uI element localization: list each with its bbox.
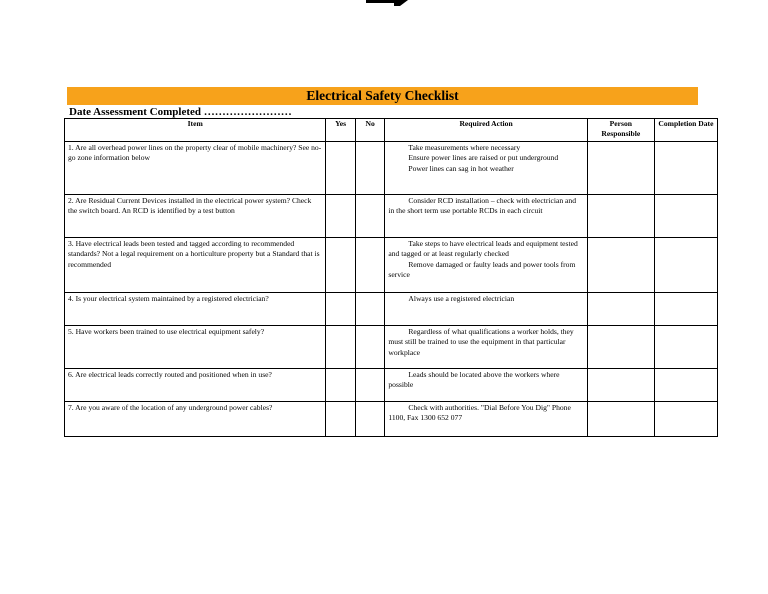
header-person-responsible: Person Responsible: [587, 119, 654, 142]
yes-cell[interactable]: [326, 293, 355, 326]
completion-date-cell[interactable]: [654, 293, 717, 326]
header-yes: Yes: [326, 119, 355, 142]
completion-date-cell[interactable]: [654, 142, 717, 195]
header-completion-date: Completion Date: [654, 119, 717, 142]
no-cell[interactable]: [355, 402, 384, 437]
table-row: [65, 195, 718, 238]
action-cell: [385, 326, 587, 369]
action-line: Leads should be located above the workers where possible: [388, 370, 560, 390]
item-cell: 7. Are you aware of the location of any underground power cables?: [65, 402, 326, 437]
action-line: Remove damaged or faulty leads and power tools from service: [388, 259, 576, 280]
item-cell: 1. Are all overhead power lines on the property clear of mobile machinery? See no-go zone information below: [65, 142, 326, 195]
person-responsible-cell[interactable]: [587, 142, 654, 195]
table-row: [65, 402, 718, 437]
action-cell: [385, 402, 587, 437]
action-line: Power lines can sag in hot weather: [408, 163, 514, 173]
table-row: [65, 238, 718, 293]
item-cell: 4. Is your electrical system maintained by a registered electrician?: [65, 293, 326, 326]
person-responsible-cell[interactable]: [587, 369, 654, 402]
checklist-title: Electrical Safety Checklist: [67, 87, 698, 105]
date-assessment-label: Date Assessment Completed ……………………: [69, 106, 292, 118]
person-responsible-cell[interactable]: [587, 238, 654, 293]
header-item: Item: [65, 119, 326, 142]
no-cell[interactable]: [355, 142, 384, 195]
header-no: No: [355, 119, 384, 142]
completion-date-cell[interactable]: [654, 326, 717, 369]
no-cell[interactable]: [355, 326, 384, 369]
person-responsible-cell[interactable]: [587, 326, 654, 369]
item-cell: 5. Have workers been trained to use electrical equipment safely?: [65, 326, 326, 369]
yes-cell[interactable]: [326, 369, 355, 402]
action-line: Consider RCD installation – check with electrician and in the short term use portable RCDs in each circuit: [388, 196, 577, 216]
action-line: Always use a registered electrician: [408, 294, 515, 303]
header-required-action: Required Action: [385, 119, 587, 142]
table-row: [65, 293, 718, 326]
table-row: [65, 326, 718, 369]
table-row: [65, 142, 718, 195]
item-cell: 3. Have electrical leads been tested and tagged according to recommended standards? Not a legal requirement on a horticulture property but a Standard that is recommended: [65, 238, 326, 293]
yes-cell[interactable]: [326, 238, 355, 293]
yes-cell[interactable]: [326, 142, 355, 195]
action-line: Regardless of what qualifications a worker holds, they must still be trained to use the equipment in that particular workplace: [388, 327, 574, 357]
completion-date-cell[interactable]: [654, 195, 717, 238]
person-responsible-cell[interactable]: [587, 293, 654, 326]
action-cell: [385, 195, 587, 238]
yes-cell[interactable]: [326, 195, 355, 238]
arrow-icon: [366, 0, 408, 6]
yes-cell[interactable]: [326, 326, 355, 369]
no-cell[interactable]: [355, 238, 384, 293]
no-cell[interactable]: [355, 293, 384, 326]
table-row: [65, 369, 718, 402]
completion-date-cell[interactable]: [654, 402, 717, 437]
action-line: Check with authorities. "Dial Before You Dig" Phone 1100, Fax 1300 652 077: [388, 403, 571, 423]
item-cell: 6. Are electrical leads correctly routed and positioned when in use?: [65, 369, 326, 402]
action-cell: [385, 293, 587, 326]
action-cell: [385, 238, 587, 293]
no-cell[interactable]: [355, 195, 384, 238]
action-line: Take measurements where necessary: [408, 143, 521, 152]
header-row: [65, 119, 718, 142]
action-line: Ensure power lines are raised or put underground: [408, 153, 559, 163]
completion-date-cell[interactable]: [654, 369, 717, 402]
person-responsible-cell[interactable]: [587, 402, 654, 437]
completion-date-cell[interactable]: [654, 238, 717, 293]
item-cell: 2. Are Residual Current Devices installed in the electrical power system? Check the switch board. An RCD is identified by a test button: [65, 195, 326, 238]
no-cell[interactable]: [355, 369, 384, 402]
checklist-table: [64, 118, 718, 437]
action-cell: [385, 142, 587, 195]
action-line: Take steps to have electrical leads and equipment tested and tagged or at least regularly checked: [388, 239, 578, 259]
yes-cell[interactable]: [326, 402, 355, 437]
person-responsible-cell[interactable]: [587, 195, 654, 238]
action-cell: [385, 369, 587, 402]
